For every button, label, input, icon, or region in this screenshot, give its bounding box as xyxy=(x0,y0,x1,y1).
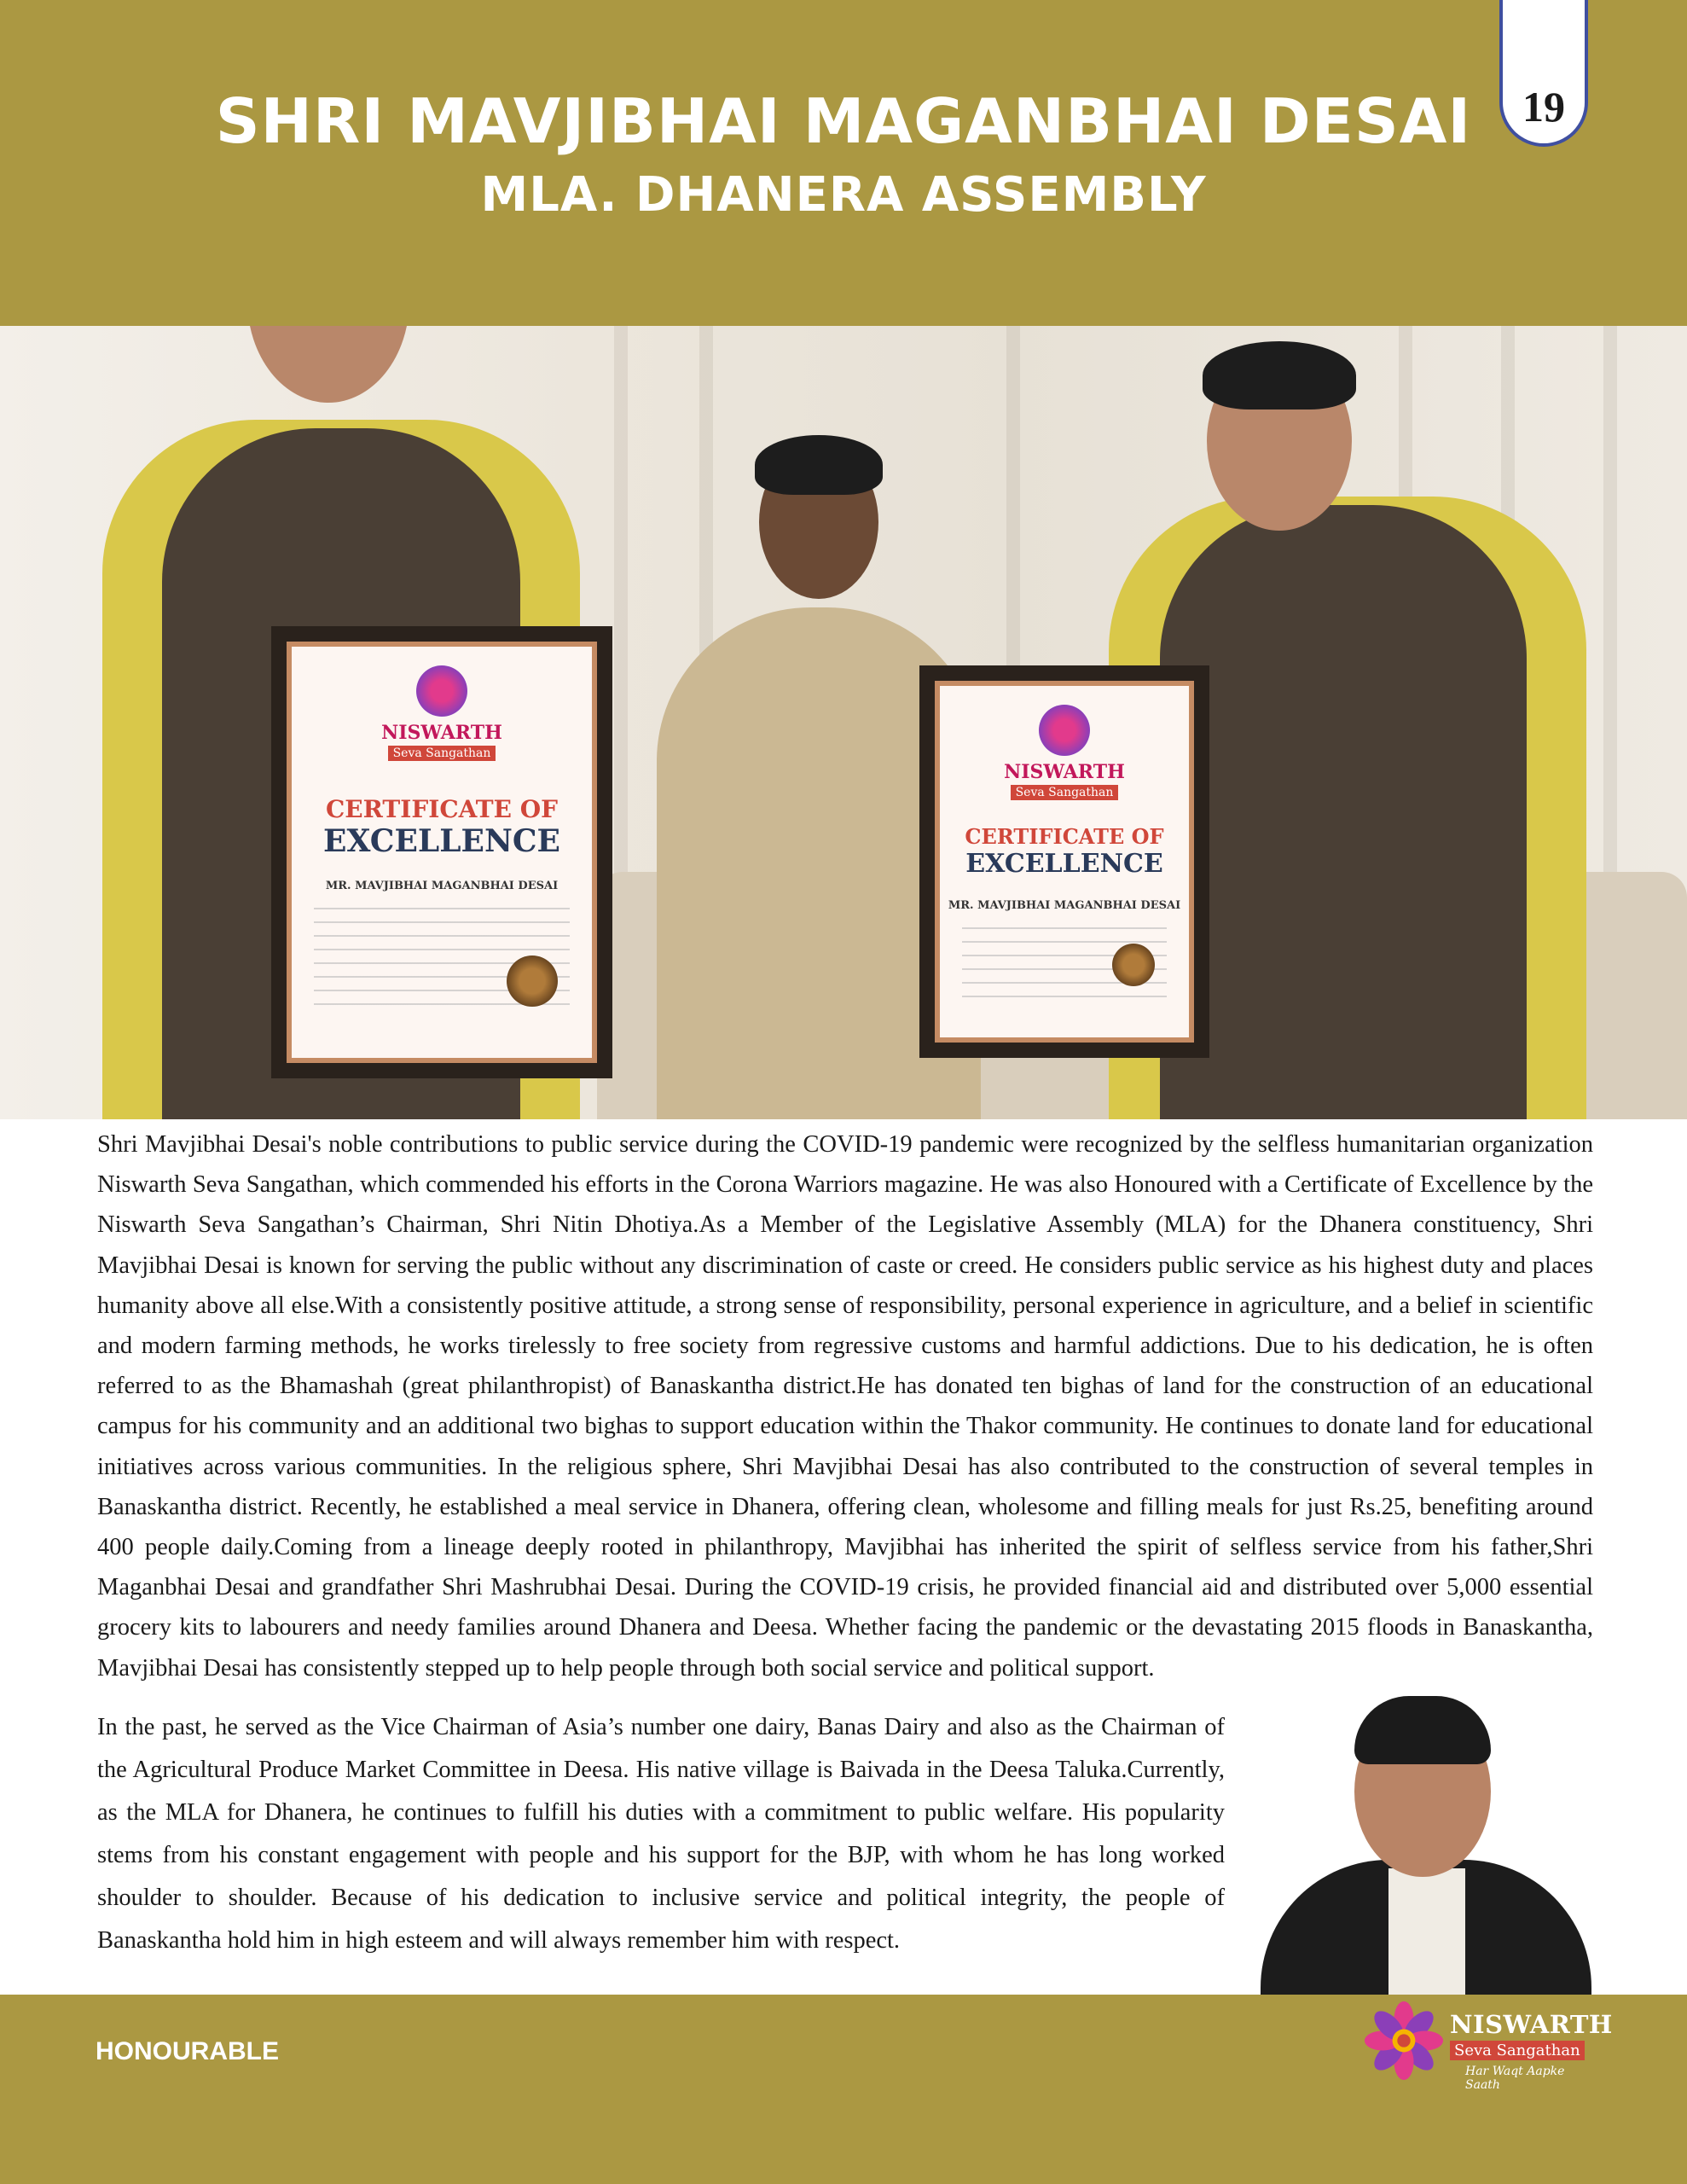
certificate-org: NISWARTH xyxy=(1004,761,1125,783)
page-number-tab xyxy=(1499,0,1588,147)
logo-tagline: Har Waqt Aapke Saath xyxy=(1465,2065,1565,2092)
page-number: 19 xyxy=(1522,83,1565,131)
certificate-frame-left xyxy=(271,626,612,1078)
logo-subtitle: Seva Sangathan xyxy=(1450,2041,1585,2060)
lotus-logo-icon xyxy=(416,665,467,717)
niswarth-logo xyxy=(1363,1996,1613,2092)
page-title: SHRI MAVJIBHAI MAGANBHAI DESAI xyxy=(215,85,1472,157)
lotus-logo-icon xyxy=(1039,705,1090,756)
logo-name: NISWARTH xyxy=(1450,2010,1613,2039)
certificate-org-sub: Seva Sangathan xyxy=(1011,785,1119,800)
body-paragraph-2: In the past, he served as the Vice Chairman of Asia’s number one dairy, Banas Dairy and also as the Chairman of the Agricultural Produce Market Committee in Deesa. His native village is Baivada in the Deesa Taluka.Currently, as the MLA for Dhanera, he continues to fulfill his duties with a commitment to public welfare. His popularity stems from his constant engagement with people and his support for the BJP, with whom he has long worked shoulder to shoulder. Because of his dedication to inclusive service and political integrity, the people of Banaskantha hold him in high esteem and will always remember him with respect. xyxy=(97,1714,1225,1954)
certificate-presentation-photo xyxy=(0,326,1687,1119)
lotus-logo-icon xyxy=(1363,2000,1445,2082)
certificate-recipient: MR. MAVJIBHAI MAGANBHAI DESAI xyxy=(948,899,1181,912)
certificate-title-line1: CERTIFICATE OF xyxy=(326,795,558,823)
certificate-title-line2: EXCELLENCE xyxy=(965,849,1163,879)
certificate-frame-right xyxy=(919,665,1209,1058)
header-band xyxy=(0,0,1687,326)
certificate-title-line1: CERTIFICATE OF xyxy=(965,824,1164,849)
body-paragraph-1: Shri Mavjibhai Desai's noble contributions to public service during the COVID-19 pandemic were recognized by the selfless humanitarian organization Niswarth Seva Sangathan, which commended his efforts in the Corona Warriors magazine. He was also Honoured with a Certificate of Excellence by the Niswarth Seva Sangathan’s Chairman, Shri Nitin Dhotiya.As a Member of the Legislative Assembly (MLA) for the Dhanera constituency, Shri Mavjibhai Desai is known for serving the public without any discrimination of caste or creed. He considers public service as his highest duty and places humanity above all else.With a consistently positive attitude, a strong sense of responsibility, personal experience in agriculture, and a belief in scientific and modern farming methods, he works tirelessly to free society from regressive customs and harmful addictions. Due to his dedication, he is often referred to as the Bhamashah (great philanthropist) of Banaskantha district.He has donated ten bighas of land for the construction of an educational campus for his community and an additional two bighas to support education within the Thakor community. He continues to donate land for educational initiatives across various communities. In the religious sphere, Shri Mavjibhai Desai has also contributed to the construction of several temples in Banaskantha district. Recently, he established a meal service in Dhanera, offering clean, wholesome and filling meals for just Rs.25, benefiting around 400 people daily.Coming from a lineage deeply rooted in philanthropy, Mavjibhai has inherited the spirit of selfless service from his father,Shri Maganbhai Desai and grandfather Shri Mashrubhai Desai. During the COVID-19 crisis, he provided financial aid and distributed over 5,000 essential grocery kits to labourers and needy families around Dhanera and Deesa. Whether facing the pandemic or the devastating 2015 floods in Banaskantha, Mavjibhai Desai has consistently stepped up to help people through both social service and political support. xyxy=(97,1131,1593,1682)
seal-icon xyxy=(1112,944,1155,986)
certificate-org-sub: Seva Sangathan xyxy=(388,746,496,761)
certificate-title-line2: EXCELLENCE xyxy=(323,823,560,859)
certificate-org: NISWARTH xyxy=(381,722,502,744)
certificate-recipient: MR. MAVJIBHAI MAGANBHAI DESAI xyxy=(325,880,559,892)
footer-label: HONOURABLE xyxy=(96,2037,279,2065)
page-subtitle: MLA. DHANERA ASSEMBLY xyxy=(480,167,1207,223)
seal-icon xyxy=(507,956,558,1007)
portrait-photo xyxy=(1261,1672,1591,1995)
